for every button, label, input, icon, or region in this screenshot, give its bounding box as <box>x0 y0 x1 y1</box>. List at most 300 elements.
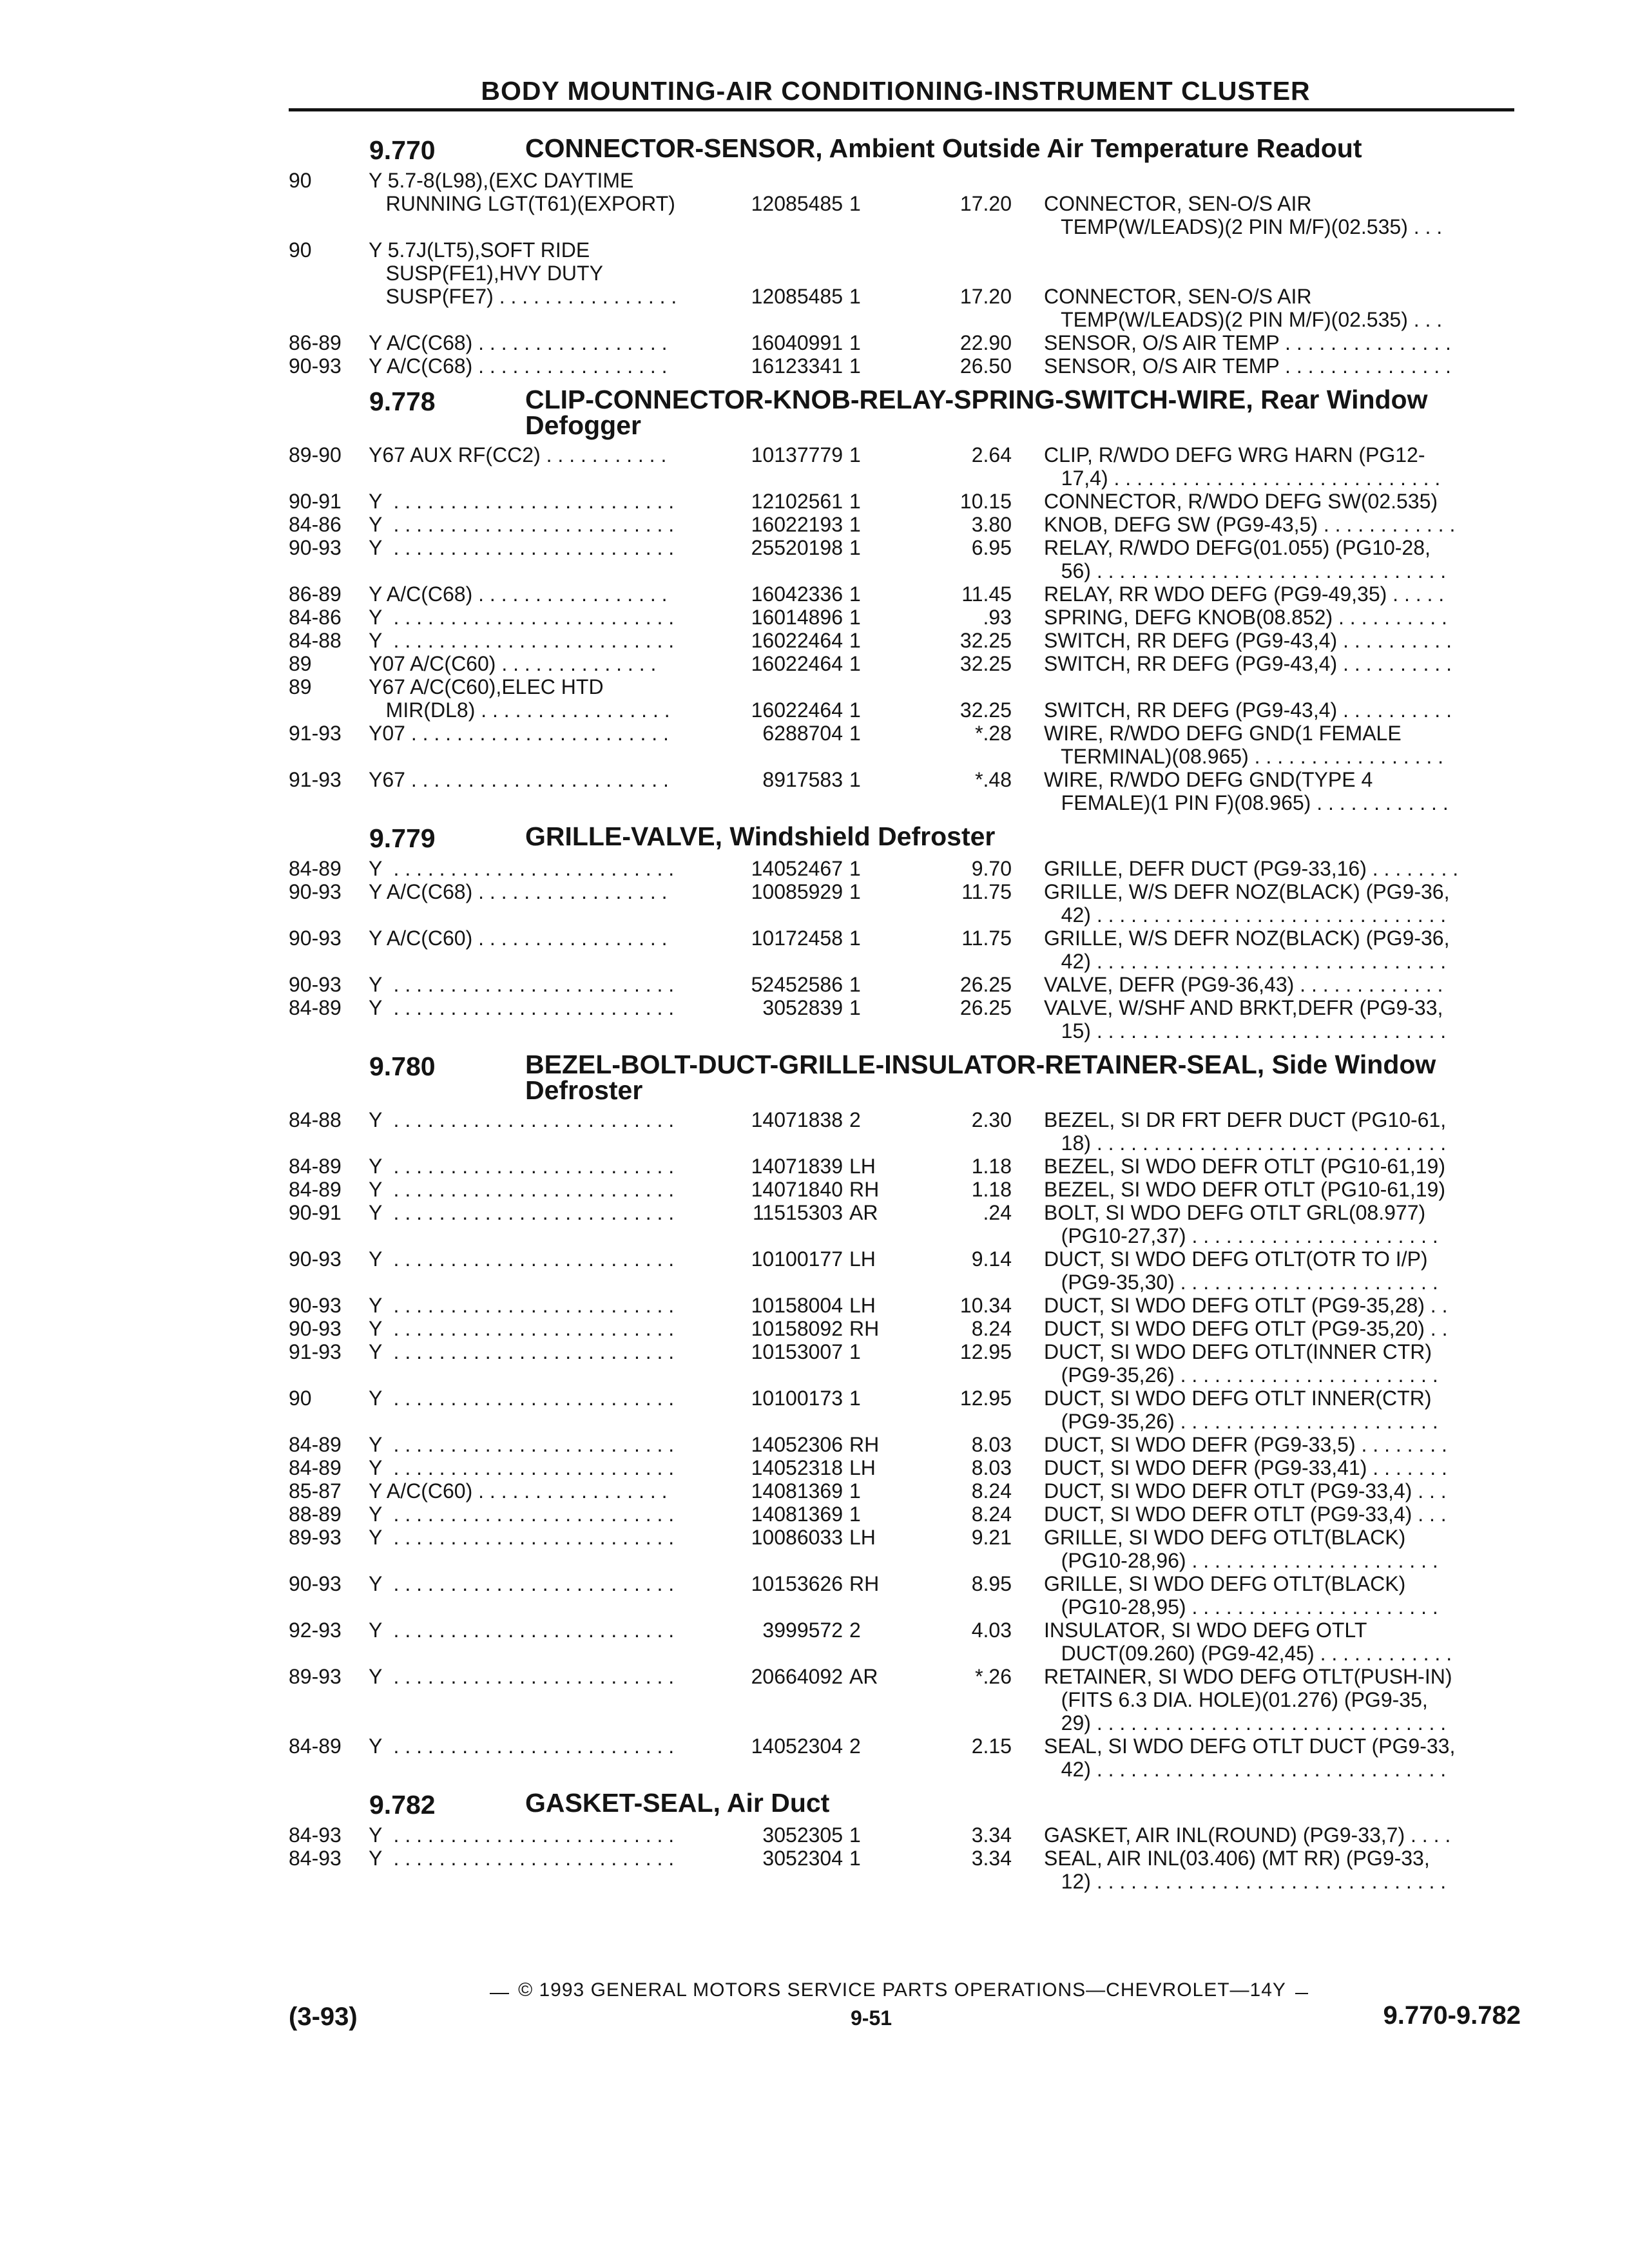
part-name: SEAL, AIR INL(03.406) (MT RR) (PG9-33, <box>1044 1847 1430 1870</box>
table-row <box>0 513 1629 536</box>
table-row <box>0 973 1629 996</box>
model-year: 84-93 <box>289 1847 342 1870</box>
part-name: SENSOR, O/S AIR TEMP . . . . . . . . . . . . . . . <box>1044 354 1451 378</box>
model-year: 90-93 <box>289 973 342 996</box>
price: 32.25 <box>959 629 1012 652</box>
part-number: 20664092 <box>751 1665 843 1688</box>
usage-description: Y . . . . . . . . . . . . . . . . . . . . . . . . . <box>369 973 675 996</box>
table-row <box>0 1847 1629 1893</box>
part-number: 16022464 <box>751 629 843 652</box>
price: 8.24 <box>971 1479 1012 1503</box>
usage-description: Y . . . . . . . . . . . . . . . . . . . . . . . . . <box>369 536 675 559</box>
part-number: 12085485 <box>751 192 843 215</box>
table-row <box>0 238 1629 331</box>
table-row <box>0 1317 1629 1340</box>
part-name: CLIP, R/WDO DEFG WRG HARN (PG12- <box>1044 443 1425 466</box>
quantity: 1 <box>849 354 861 378</box>
usage-description: Y . . . . . . . . . . . . . . . . . . . . . . . . . <box>369 857 675 880</box>
model-year: 90-93 <box>289 1317 342 1340</box>
usage-description: MIR(DL8) . . . . . . . . . . . . . . . . . <box>369 698 670 722</box>
section-9-782 <box>0 1786 1629 1893</box>
usage-description: Y67 . . . . . . . . . . . . . . . . . . . . . . . <box>369 768 669 791</box>
table-row <box>0 490 1629 513</box>
table-row <box>0 443 1629 490</box>
price: 10.34 <box>959 1294 1012 1317</box>
usage-description: Y67 AUX RF(CC2) . . . . . . . . . . . <box>369 443 667 466</box>
header-rule <box>289 108 1514 111</box>
part-name: 42) . . . . . . . . . . . . . . . . . . . . . . . . . . . . . . . <box>1044 1758 1447 1781</box>
price: 4.03 <box>971 1619 1012 1642</box>
part-number: 16022193 <box>751 513 843 536</box>
part-name: 17,4) . . . . . . . . . . . . . . . . . . . . . . . . . . . . . <box>1044 466 1441 490</box>
table-row <box>0 652 1629 675</box>
section-number: 9.780 <box>369 1052 436 1081</box>
section-title <box>525 1052 1518 1103</box>
section-title-main: CLIP-CONNECTOR-KNOB-RELAY-SPRING-SWITCH-WIRE, <box>525 385 1253 414</box>
usage-description: Y . . . . . . . . . . . . . . . . . . . . . . . . . <box>369 1294 675 1317</box>
part-name: BEZEL, SI DR FRT DEFR DUCT (PG10-61, <box>1044 1108 1447 1131</box>
model-year: 90-93 <box>289 1247 342 1271</box>
part-name: (FITS 6.3 DIA. HOLE)(01.276) (PG9-35, <box>1044 1688 1428 1711</box>
part-number: 12085485 <box>751 285 843 308</box>
part-name: TEMP(W/LEADS)(2 PIN M/F)(02.535) . . . <box>1044 215 1443 238</box>
model-year: 86-89 <box>289 331 342 354</box>
part-name: (PG9-35,26) . . . . . . . . . . . . . . . . . . . . . . . <box>1044 1410 1438 1433</box>
part-number: 16014896 <box>751 606 843 629</box>
usage-description: Y . . . . . . . . . . . . . . . . . . . . . . . . . <box>369 1526 675 1549</box>
model-year: 89-93 <box>289 1526 342 1549</box>
quantity: 1 <box>849 1847 861 1870</box>
part-name: 42) . . . . . . . . . . . . . . . . . . . . . . . . . . . . . . . <box>1044 903 1447 927</box>
section-title-main: BEZEL-BOLT-DUCT-GRILLE-INSULATOR-RETAINER-SEAL, <box>525 1050 1265 1079</box>
part-name: GRILLE, SI WDO DEFG OTLT(BLACK) <box>1044 1572 1406 1595</box>
part-number: 3999572 <box>762 1619 843 1642</box>
model-year: 89 <box>289 675 312 698</box>
quantity: 1 <box>849 1823 861 1847</box>
model-year: 89-90 <box>289 443 342 466</box>
part-number: 16123341 <box>751 354 843 378</box>
price: 8.03 <box>971 1433 1012 1456</box>
section-heading <box>0 383 1629 443</box>
part-number: 10153007 <box>751 1340 843 1363</box>
model-year: 84-89 <box>289 996 342 1019</box>
part-name: TEMP(W/LEADS)(2 PIN M/F)(02.535) . . . <box>1044 308 1443 331</box>
part-number: 10100173 <box>751 1387 843 1410</box>
price: 12.95 <box>959 1387 1012 1410</box>
table-row <box>0 629 1629 652</box>
part-name: BOLT, SI WDO DEFG OTLT GRL(08.977) <box>1044 1201 1426 1224</box>
usage-description: Y 5.7-8(L98),(EXC DAYTIME <box>369 169 634 192</box>
table-row <box>0 1479 1629 1503</box>
quantity: 1 <box>849 443 861 466</box>
price: 32.25 <box>959 698 1012 722</box>
part-name: SEAL, SI WDO DEFG OTLT DUCT (PG9-33, <box>1044 1735 1456 1758</box>
footer-rule-right <box>1295 1993 1308 1994</box>
usage-description: Y A/C(C60) . . . . . . . . . . . . . . . . . <box>369 1479 668 1503</box>
part-number: 8917583 <box>762 768 843 791</box>
table-row <box>0 768 1629 814</box>
model-year: 90 <box>289 238 312 262</box>
model-year: 84-89 <box>289 1178 342 1201</box>
part-name: 42) . . . . . . . . . . . . . . . . . . . . . . . . . . . . . . . <box>1044 950 1447 973</box>
quantity: 1 <box>849 490 861 513</box>
quantity: LH <box>849 1526 876 1549</box>
quantity: 1 <box>849 652 861 675</box>
model-year: 90 <box>289 1387 312 1410</box>
model-year: 84-86 <box>289 513 342 536</box>
price: 22.90 <box>959 331 1012 354</box>
model-year: 90-93 <box>289 927 342 950</box>
model-year: 90-93 <box>289 880 342 903</box>
model-year: 90-93 <box>289 354 342 378</box>
section-title <box>525 135 1518 161</box>
part-name: SWITCH, RR DEFG (PG9-43,4) . . . . . . . . . . <box>1044 652 1452 675</box>
model-year: 84-89 <box>289 1433 342 1456</box>
usage-description: Y A/C(C68) . . . . . . . . . . . . . . . . . <box>369 880 668 903</box>
part-number: 25520198 <box>751 536 843 559</box>
price: 10.15 <box>959 490 1012 513</box>
table-row <box>0 582 1629 606</box>
table-row <box>0 927 1629 973</box>
part-name: DUCT, SI WDO DEFG OTLT (PG9-35,20) . . <box>1044 1317 1448 1340</box>
model-year: 90-91 <box>289 1201 342 1224</box>
price: 12.95 <box>959 1340 1012 1363</box>
quantity: 1 <box>849 606 861 629</box>
price: 11.75 <box>961 880 1012 903</box>
part-number: 3052839 <box>762 996 843 1019</box>
usage-description: Y . . . . . . . . . . . . . . . . . . . . . . . . . <box>369 1178 675 1201</box>
price: 17.20 <box>959 192 1012 215</box>
price: 32.25 <box>959 652 1012 675</box>
table-row <box>0 536 1629 582</box>
table-row <box>0 1387 1629 1433</box>
part-name: DUCT, SI WDO DEFR (PG9-33,41) . . . . . . . <box>1044 1456 1447 1479</box>
section-9-770 <box>0 131 1629 378</box>
usage-description: Y A/C(C68) . . . . . . . . . . . . . . . . . <box>369 331 668 354</box>
part-number: 14052306 <box>751 1433 843 1456</box>
model-year: 86-89 <box>289 582 342 606</box>
table-row <box>0 1619 1629 1665</box>
part-name: CONNECTOR, SEN-O/S AIR <box>1044 285 1312 308</box>
part-number: 16042336 <box>751 582 843 606</box>
part-number: 14052318 <box>751 1456 843 1479</box>
page-header-title: BODY MOUNTING-AIR CONDITIONING-INSTRUMENT CLUSTER <box>481 76 1311 106</box>
part-name: 56) . . . . . . . . . . . . . . . . . . . . . . . . . . . . . . . <box>1044 559 1447 582</box>
quantity: 2 <box>849 1619 861 1642</box>
model-year: 90-93 <box>289 1572 342 1595</box>
usage-description: Y A/C(C68) . . . . . . . . . . . . . . . . . <box>369 354 668 378</box>
part-number: 14052467 <box>751 857 843 880</box>
quantity: 1 <box>849 1387 861 1410</box>
part-number: 10086033 <box>751 1526 843 1549</box>
table-row <box>0 1456 1629 1479</box>
section-title-main: GASKET-SEAL, <box>525 1788 720 1818</box>
usage-description: Y . . . . . . . . . . . . . . . . . . . . . . . . . <box>369 1456 675 1479</box>
footer-section-range: 9.770-9.782 <box>1383 2001 1521 2030</box>
part-number: 10172458 <box>751 927 843 950</box>
section-heading <box>0 1786 1629 1823</box>
quantity: RH <box>849 1572 880 1595</box>
model-year: 92-93 <box>289 1619 342 1642</box>
model-year: 89-93 <box>289 1665 342 1688</box>
quantity: 1 <box>849 629 861 652</box>
part-name: 29) . . . . . . . . . . . . . . . . . . . . . . . . . . . . . . . <box>1044 1711 1447 1735</box>
section-9-778 <box>0 383 1629 814</box>
table-row <box>0 606 1629 629</box>
part-name: SWITCH, RR DEFG (PG9-43,4) . . . . . . . . . . <box>1044 698 1452 722</box>
section-number: 9.770 <box>369 135 436 165</box>
part-name: DUCT, SI WDO DEFR OTLT (PG9-33,4) . . . <box>1044 1479 1447 1503</box>
model-year: 84-86 <box>289 606 342 629</box>
model-year: 91-93 <box>289 722 342 745</box>
table-row <box>0 1108 1629 1155</box>
part-name: DUCT(09.260) (PG9-42,45) . . . . . . . . . . . . <box>1044 1642 1452 1665</box>
usage-description: Y67 A/C(C60),ELEC HTD <box>369 675 604 698</box>
price: 2.15 <box>971 1735 1012 1758</box>
table-row <box>0 1735 1629 1781</box>
part-name: GRILLE, DEFR DUCT (PG9-33,16) . . . . . . . . <box>1044 857 1459 880</box>
part-number: 14081369 <box>751 1503 843 1526</box>
price: 1.18 <box>971 1178 1012 1201</box>
quantity: 1 <box>849 192 861 215</box>
usage-description: Y07 A/C(C60) . . . . . . . . . . . . . . <box>369 652 657 675</box>
section-title <box>525 1790 1518 1816</box>
section-9-780 <box>0 1048 1629 1781</box>
section-title-subject: Air Duct <box>726 1788 830 1818</box>
quantity: 1 <box>849 698 861 722</box>
section-heading <box>0 131 1629 169</box>
part-number: 52452586 <box>751 973 843 996</box>
part-number: 10153626 <box>751 1572 843 1595</box>
part-number: 16022464 <box>751 698 843 722</box>
usage-description: Y . . . . . . . . . . . . . . . . . . . . . . . . . <box>369 490 675 513</box>
quantity: 1 <box>849 1503 861 1526</box>
price: 6.95 <box>971 536 1012 559</box>
table-row <box>0 1294 1629 1317</box>
section-title-main: CONNECTOR-SENSOR, <box>525 133 823 163</box>
part-number: 14081369 <box>751 1479 843 1503</box>
usage-description: Y . . . . . . . . . . . . . . . . . . . . . . . . . <box>369 1847 675 1870</box>
usage-description: Y . . . . . . . . . . . . . . . . . . . . . . . . . <box>369 996 675 1019</box>
model-year: 90 <box>289 169 312 192</box>
part-number: 16022464 <box>751 652 843 675</box>
price: 2.64 <box>971 443 1012 466</box>
price: 1.18 <box>971 1155 1012 1178</box>
part-number: 6288704 <box>762 722 843 745</box>
section-number: 9.778 <box>369 387 436 416</box>
usage-description: Y . . . . . . . . . . . . . . . . . . . . . . . . . <box>369 513 675 536</box>
table-row <box>0 722 1629 768</box>
quantity: AR <box>849 1665 878 1688</box>
table-row <box>0 857 1629 880</box>
table-row <box>0 1247 1629 1294</box>
model-year: 88-89 <box>289 1503 342 1526</box>
price: 26.50 <box>959 354 1012 378</box>
part-name: VALVE, DEFR (PG9-36,43) . . . . . . . . . . . . . <box>1044 973 1443 996</box>
price: .24 <box>983 1201 1012 1224</box>
part-name: GRILLE, W/S DEFR NOZ(BLACK) (PG9-36, <box>1044 927 1450 950</box>
quantity: 1 <box>849 1479 861 1503</box>
usage-description: Y . . . . . . . . . . . . . . . . . . . . . . . . . <box>369 1155 675 1178</box>
section-title <box>525 387 1518 438</box>
table-row <box>0 354 1629 378</box>
part-name: RETAINER, SI WDO DEFG OTLT(PUSH-IN) <box>1044 1665 1452 1688</box>
part-name: 15) . . . . . . . . . . . . . . . . . . . . . . . . . . . . . . . <box>1044 1019 1447 1043</box>
quantity: LH <box>849 1247 876 1271</box>
part-name: (PG10-27,37) . . . . . . . . . . . . . . . . . . . . . . <box>1044 1224 1438 1247</box>
price: 8.24 <box>971 1503 1012 1526</box>
model-year: 90-93 <box>289 536 342 559</box>
part-name: DUCT, SI WDO DEFR (PG9-33,5) . . . . . . . . <box>1044 1433 1447 1456</box>
quantity: RH <box>849 1433 880 1456</box>
part-number: 10100177 <box>751 1247 843 1271</box>
model-year: 91-93 <box>289 768 342 791</box>
quantity: 1 <box>849 857 861 880</box>
price: 11.45 <box>961 582 1012 606</box>
usage-description: Y . . . . . . . . . . . . . . . . . . . . . . . . . <box>369 1619 675 1642</box>
model-year: 84-93 <box>289 1823 342 1847</box>
price: 9.14 <box>971 1247 1012 1271</box>
table-row <box>0 1340 1629 1387</box>
part-number: 3052305 <box>762 1823 843 1847</box>
quantity: 1 <box>849 927 861 950</box>
quantity: LH <box>849 1456 876 1479</box>
part-name: (PG10-28,96) . . . . . . . . . . . . . . . . . . . . . . <box>1044 1549 1438 1572</box>
table-row <box>0 996 1629 1043</box>
price: .93 <box>983 606 1012 629</box>
usage-description: Y . . . . . . . . . . . . . . . . . . . . . . . . . <box>369 606 675 629</box>
model-year: 84-89 <box>289 1735 342 1758</box>
quantity: 1 <box>849 973 861 996</box>
part-name: SPRING, DEFG KNOB(08.852) . . . . . . . . . . <box>1044 606 1447 629</box>
part-name: BEZEL, SI WDO DEFR OTLT (PG10-61,19) <box>1044 1178 1445 1201</box>
table-row <box>0 880 1629 927</box>
section-title <box>525 823 1518 849</box>
table-row <box>0 1503 1629 1526</box>
price: *.28 <box>975 722 1012 745</box>
part-name: DUCT, SI WDO DEFR OTLT (PG9-33,4) . . . <box>1044 1503 1447 1526</box>
part-number: 12102561 <box>751 490 843 513</box>
usage-description: Y . . . . . . . . . . . . . . . . . . . . . . . . . <box>369 1433 675 1456</box>
model-year: 85-87 <box>289 1479 342 1503</box>
model-year: 90-93 <box>289 1294 342 1317</box>
usage-description: SUSP(FE7) . . . . . . . . . . . . . . . . <box>369 285 677 308</box>
quantity: 1 <box>849 996 861 1019</box>
section-title-subject: Ambient Outside Air Temperature Readout <box>829 133 1362 163</box>
part-number: 3052304 <box>762 1847 843 1870</box>
model-year: 84-88 <box>289 629 342 652</box>
usage-description: RUNNING LGT(T61)(EXPORT) <box>369 192 675 215</box>
price: 26.25 <box>959 996 1012 1019</box>
table-row <box>0 169 1629 238</box>
part-name: TERMINAL)(08.965) . . . . . . . . . . . . . . . . . <box>1044 745 1444 768</box>
footer-rule-left <box>490 1993 509 1994</box>
part-name: CONNECTOR, R/WDO DEFG SW(02.535) <box>1044 490 1438 513</box>
price: 3.34 <box>971 1847 1012 1870</box>
part-number: 14071840 <box>751 1178 843 1201</box>
price: 3.80 <box>971 513 1012 536</box>
section-title-subject: Side Window Defroster <box>525 1050 1436 1105</box>
table-row <box>0 331 1629 354</box>
price: *.26 <box>975 1665 1012 1688</box>
part-name: (PG10-28,95) . . . . . . . . . . . . . . . . . . . . . . <box>1044 1595 1438 1619</box>
part-name: DUCT, SI WDO DEFG OTLT (PG9-35,28) . . <box>1044 1294 1448 1317</box>
part-name: GRILLE, SI WDO DEFG OTLT(BLACK) <box>1044 1526 1406 1549</box>
usage-description: Y . . . . . . . . . . . . . . . . . . . . . . . . . <box>369 1735 675 1758</box>
part-name: KNOB, DEFG SW (PG9-43,5) . . . . . . . . . . . . <box>1044 513 1456 536</box>
section-title-subject: Rear Window Defogger <box>525 385 1428 440</box>
quantity: 2 <box>849 1735 861 1758</box>
quantity: 1 <box>849 722 861 745</box>
part-name: (PG9-35,26) . . . . . . . . . . . . . . . . . . . . . . . <box>1044 1363 1438 1387</box>
table-row <box>0 675 1629 722</box>
section-9-779 <box>0 820 1629 1043</box>
quantity: 1 <box>849 768 861 791</box>
table-row <box>0 1572 1629 1619</box>
usage-description: Y . . . . . . . . . . . . . . . . . . . . . . . . . <box>369 1387 675 1410</box>
price: *.48 <box>975 768 1012 791</box>
model-year: 91-93 <box>289 1340 342 1363</box>
quantity: 1 <box>849 880 861 903</box>
part-name: GASKET, AIR INL(ROUND) (PG9-33,7) . . . . <box>1044 1823 1451 1847</box>
part-name: FEMALE)(1 PIN F)(08.965) . . . . . . . . . . . . <box>1044 791 1449 814</box>
usage-description: Y A/C(C60) . . . . . . . . . . . . . . . . . <box>369 927 668 950</box>
part-name: SENSOR, O/S AIR TEMP . . . . . . . . . . . . . . . <box>1044 331 1451 354</box>
price: 17.20 <box>959 285 1012 308</box>
part-name: 12) . . . . . . . . . . . . . . . . . . . . . . . . . . . . . . . <box>1044 1870 1447 1893</box>
part-name: CONNECTOR, SEN-O/S AIR <box>1044 192 1312 215</box>
price: 9.21 <box>971 1526 1012 1549</box>
footer-page-number: 9-51 <box>851 2006 892 2030</box>
part-name: RELAY, RR WDO DEFG (PG9-49,35) . . . . . <box>1044 582 1445 606</box>
model-year: 90-91 <box>289 490 342 513</box>
part-name: GRILLE, W/S DEFR NOZ(BLACK) (PG9-36, <box>1044 880 1450 903</box>
usage-description: Y . . . . . . . . . . . . . . . . . . . . . . . . . <box>369 1340 675 1363</box>
part-number: 14052304 <box>751 1735 843 1758</box>
quantity: 2 <box>849 1108 861 1131</box>
quantity: 1 <box>849 285 861 308</box>
price: 8.95 <box>971 1572 1012 1595</box>
part-name: DUCT, SI WDO DEFG OTLT INNER(CTR) <box>1044 1387 1432 1410</box>
part-name: BEZEL, SI WDO DEFR OTLT (PG10-61,19) <box>1044 1155 1445 1178</box>
part-number: 16040991 <box>751 331 843 354</box>
table-row <box>0 1155 1629 1178</box>
part-name: DUCT, SI WDO DEFG OTLT(OTR TO I/P) <box>1044 1247 1428 1271</box>
part-number: 14071838 <box>751 1108 843 1131</box>
part-name: DUCT, SI WDO DEFG OTLT(INNER CTR) <box>1044 1340 1432 1363</box>
table-row <box>0 1201 1629 1247</box>
part-number: 14071839 <box>751 1155 843 1178</box>
model-year: 89 <box>289 652 312 675</box>
part-name: (PG9-35,30) . . . . . . . . . . . . . . . . . . . . . . . <box>1044 1271 1438 1294</box>
price: 11.75 <box>961 927 1012 950</box>
footer-copyright: © 1993 GENERAL MOTORS SERVICE PARTS OPERATIONS—CHEVROLET—14Y <box>518 1979 1286 2001</box>
section-number: 9.779 <box>369 823 436 853</box>
quantity: 1 <box>849 331 861 354</box>
model-year: 84-89 <box>289 857 342 880</box>
part-name: RELAY, R/WDO DEFG(01.055) (PG10-28, <box>1044 536 1431 559</box>
model-year: 84-89 <box>289 1456 342 1479</box>
part-number: 10158004 <box>751 1294 843 1317</box>
usage-description: Y . . . . . . . . . . . . . . . . . . . . . . . . . <box>369 1201 675 1224</box>
part-name: WIRE, R/WDO DEFG GND(1 FEMALE <box>1044 722 1402 745</box>
quantity: 1 <box>849 1340 861 1363</box>
quantity: 1 <box>849 513 861 536</box>
price: 3.34 <box>971 1823 1012 1847</box>
section-heading <box>0 820 1629 857</box>
quantity: RH <box>849 1178 880 1201</box>
part-number: 11515303 <box>753 1201 843 1224</box>
